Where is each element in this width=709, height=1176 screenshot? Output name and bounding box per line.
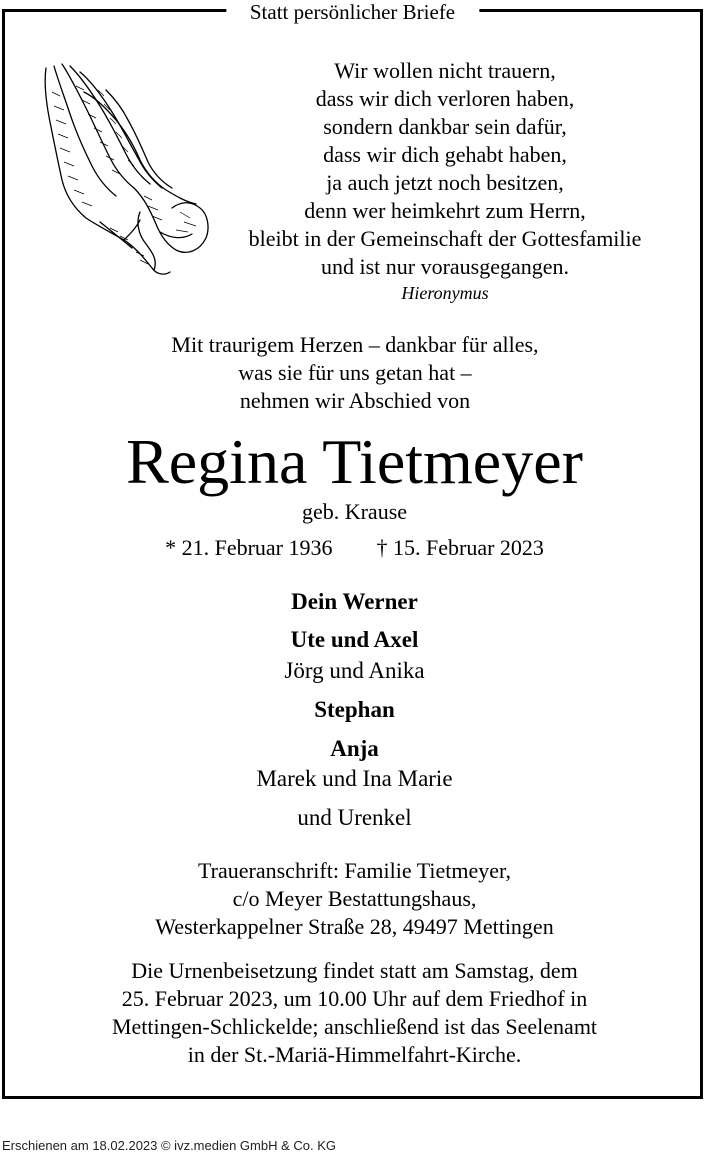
death-date: † 15. Februar 2023 (376, 535, 544, 560)
poem-line: bleibt in der Gemeinschaft der Gottesfamilie (248, 226, 642, 251)
birth-date: * 21. Februar 1936 (165, 535, 333, 560)
family-member: Marek und Ina Marie (256, 766, 453, 791)
mourning-address (0, 857, 709, 941)
intro-line: nehmen wir Abschied von (239, 388, 471, 413)
deceased-name: Regina Tietmeyer (126, 426, 583, 497)
poem-author: Hieronymus (401, 283, 489, 303)
family-member: und Urenkel (297, 805, 412, 830)
intro-line: Mit traurigem Herzen – dankbar für alles, (171, 332, 539, 357)
intro-line: was sie für uns getan hat – (238, 360, 472, 385)
poem-line: denn wer heimkehrt zum Herrn, (304, 198, 586, 223)
poem-line: dass wir dich gehabt haben, (323, 142, 567, 167)
poem-line: dass wir dich verloren haben, (315, 86, 575, 111)
funeral-line: in der St.-Mariä-Himmelfahrt-Kirche. (187, 1042, 522, 1067)
poem-line: sondern dankbar sein dafür, (323, 114, 567, 139)
family-member: Anja (330, 736, 379, 761)
poem-line: und ist nur vorausgegangen. (320, 254, 570, 279)
family-member: Jörg und Anika (284, 658, 425, 683)
funeral-line: Die Urnenbeisetzung findet statt am Samstag, dem (131, 958, 578, 983)
poem (215, 57, 675, 305)
address-line: Traueranschrift: Familie Tietmeyer, (198, 858, 511, 883)
family-member: Stephan (314, 697, 395, 722)
life-dates (0, 534, 709, 562)
header-title: Statt persönlicher Briefe (226, 0, 479, 24)
publication-footer: Erschienen am 18.02.2023 © ivz.medien GmbH & Co. KG (2, 1138, 337, 1153)
address-line: Westerkappelner Straße 28, 49497 Mettingen (155, 914, 554, 939)
maiden-name: geb. Krause (301, 499, 408, 524)
family-member: Dein Werner (291, 589, 418, 614)
poem-line: Wir wollen nicht trauern, (334, 58, 556, 83)
poem-line: ja auch jetzt noch besitzen, (326, 170, 564, 195)
intro-text (110, 331, 600, 415)
family-member: Ute und Axel (290, 627, 419, 652)
funeral-info (0, 957, 709, 1069)
praying-hands-icon (40, 62, 214, 280)
address-line: c/o Meyer Bestattungshaus, (232, 886, 477, 911)
funeral-line: Mettingen-Schlickelde; anschließend ist das Seelenamt (111, 1014, 598, 1039)
funeral-line: 25. Februar 2023, um 10.00 Uhr auf dem Friedhof in (121, 986, 588, 1011)
